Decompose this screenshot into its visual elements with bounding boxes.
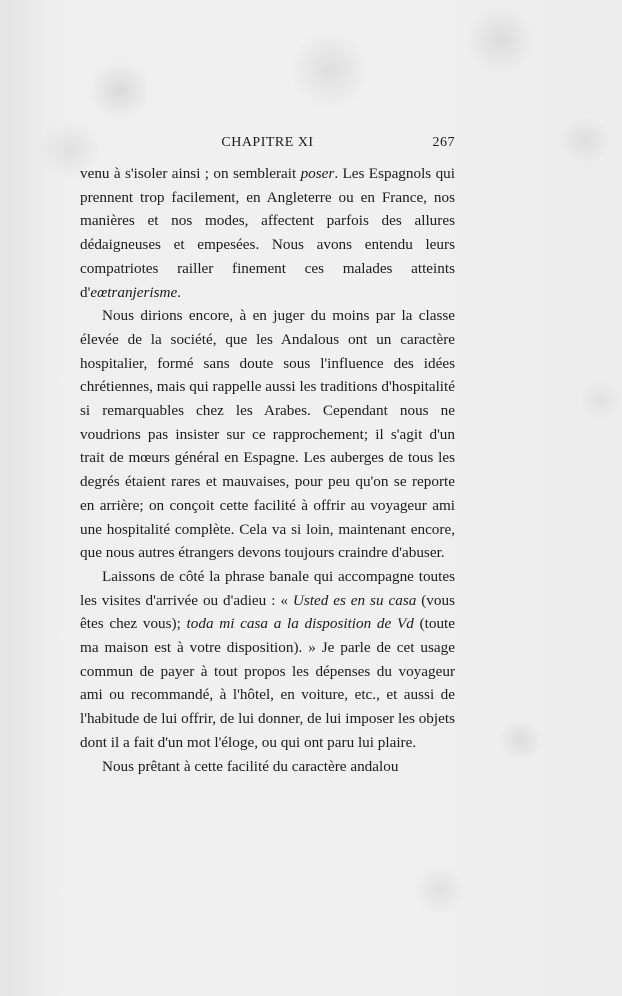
paragraph [80, 304, 455, 565]
text-segment: venu à s'isoler ainsi ; on semblerait [80, 165, 301, 182]
text-segment: (vous êtes chez vous); [80, 591, 456, 633]
page-number: 267 [432, 135, 455, 150]
italic-text: toda mi casa a la disposition de Vd [186, 615, 414, 633]
text-segment: Nous dirions encore, à en juger du moins par la classe élevée de la société, que les Andalous ont un caractère hospitalier, formé sans doute sous l'influence des idées chrétiennes, mais qui rappelle aussi les traditions d'hospitalité si remarquables chez les Arabes. Cependant nous ne voudrions pas insister sur ce rapprochement; il s'agit d'un trait de mœurs général en Espagne. Les auberges de tous les degrés étaient rares et mauvaises, pour peu qu'on se reporte en arrière; on conçoit cette facilité à offrir au voyageur ami une hospitalité complète. Cela va si loin, maintenant encore, que nous autres étrangers devons toujours craindre d'abuser. [80, 307, 455, 562]
chapter-title: CHAPITRE XI [221, 135, 314, 150]
text-segment: (toute ma maison est à votre disposition). » Je parle de cet usage commun de payer à tout propos les dépenses du voyageur ami ou recommandé, à l'hôtel, en voiture, etc., et aussi de l'habitude de lui offrir, de lui donner, de lui imposer les objets dont il a fait d'un mot l'éloge, ou qui ont paru lui plaire. [80, 615, 455, 751]
paragraph [80, 755, 455, 779]
text-segment: Nous prêtant à cette facilité du caractère andalou [102, 757, 399, 775]
paragraph [80, 162, 455, 304]
italic-text: Usted es en su casa [292, 591, 417, 609]
paragraph [80, 565, 455, 755]
text-segment: . [177, 283, 182, 301]
body-text [80, 162, 455, 778]
italic-text: eœtranjerisme [90, 283, 178, 301]
italic-text: poser [300, 165, 335, 182]
text-segment: Laissons de côté la phrase banale qui accompagne toutes les visites d'arrivée ou d'adieu : « [80, 567, 455, 609]
text-segment: . Les Espagnols qui prennent trop facilement, en Angleterre ou en France, nos manières et nos modes, affectent parfois des allures dédaigneuses et empesées. Nous avons entendu leurs compatriotes railler finement ces malades atteints d' [80, 165, 455, 301]
running-header [80, 135, 455, 155]
